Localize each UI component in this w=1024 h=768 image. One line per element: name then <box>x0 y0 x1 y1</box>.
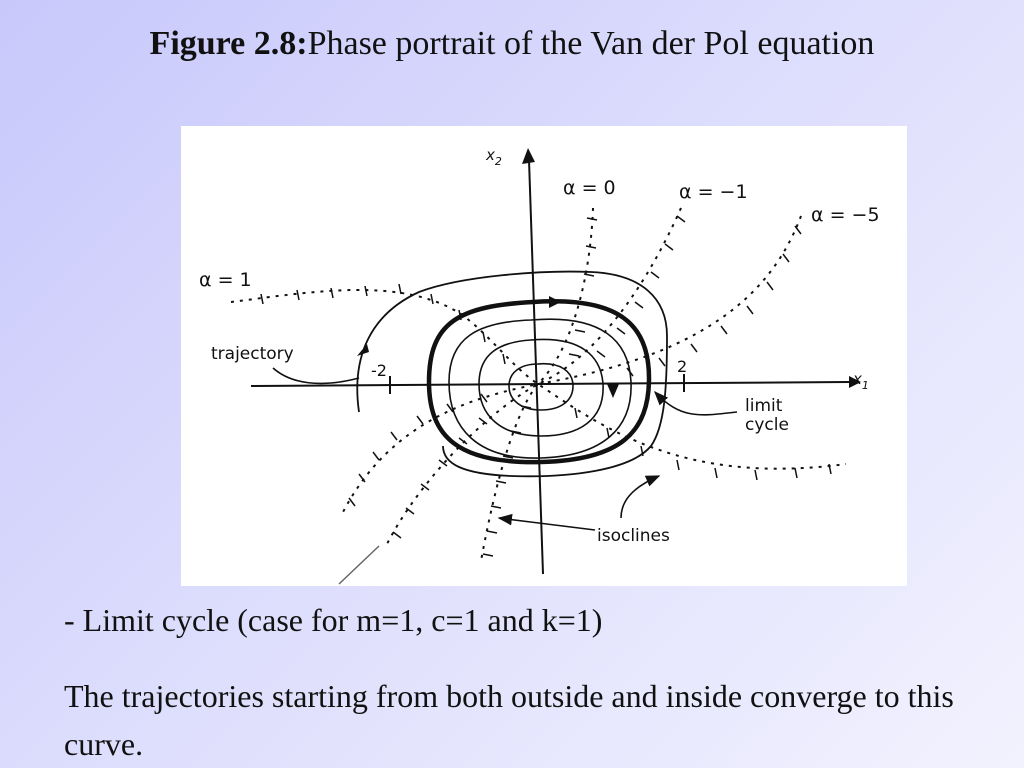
slide-title <box>0 22 1024 66</box>
figure-number: Figure 2.8: <box>149 25 308 62</box>
trajectory-callout-label: trajectory <box>211 344 294 364</box>
isoclines-callout-label: isoclines <box>597 526 670 546</box>
limit-cycle-callout-label-2: cycle <box>745 415 789 435</box>
limit-cycle-arrow <box>549 296 561 308</box>
tick-pos2-label: 2 <box>677 357 688 376</box>
trajectory-inner-2 <box>479 339 603 436</box>
isoclines-callout-leader-2 <box>621 476 659 518</box>
isocline-hatch-alpha-neg5 <box>349 226 801 506</box>
limit-cycle-callout-label-1: limit <box>745 396 783 416</box>
isocline-label-alpha-neg5: α = −5 <box>811 204 880 226</box>
x2-axis-label: $x_2$ <box>486 146 502 168</box>
trajectory-down-arrow <box>607 384 619 398</box>
isoclines-callout-leader-1 <box>499 518 595 530</box>
figure-edge-stroke <box>331 546 391 586</box>
x1-axis-label: $x_1$ <box>853 370 869 392</box>
figure-caption: Phase portrait of the Van der Pol equation <box>307 25 875 62</box>
phase-portrait-figure <box>181 126 907 586</box>
isocline-label-alpha-1: α = 1 <box>199 269 252 291</box>
isocline-label-alpha-0: α = 0 <box>563 177 616 199</box>
phase-portrait-svg <box>181 126 907 586</box>
isocline-label-alpha-neg1: α = −1 <box>679 181 748 203</box>
x2-axis-arrow <box>522 148 535 164</box>
tick-neg2-label: -2 <box>371 361 387 380</box>
isocline-hatch-alpha-neg1 <box>393 216 688 538</box>
x2-axis <box>529 160 543 574</box>
bullet-limit-cycle: - Limit cycle (case for m=1, c=1 and k=1) <box>64 602 603 638</box>
isocline-alpha-neg5 <box>341 216 801 516</box>
trajectory-callout-leader <box>273 368 359 383</box>
explanation-paragraph: The trajectories starting from both outside and inside converge to this curve. <box>64 678 954 762</box>
limit-cycle-callout-leader <box>655 392 737 415</box>
